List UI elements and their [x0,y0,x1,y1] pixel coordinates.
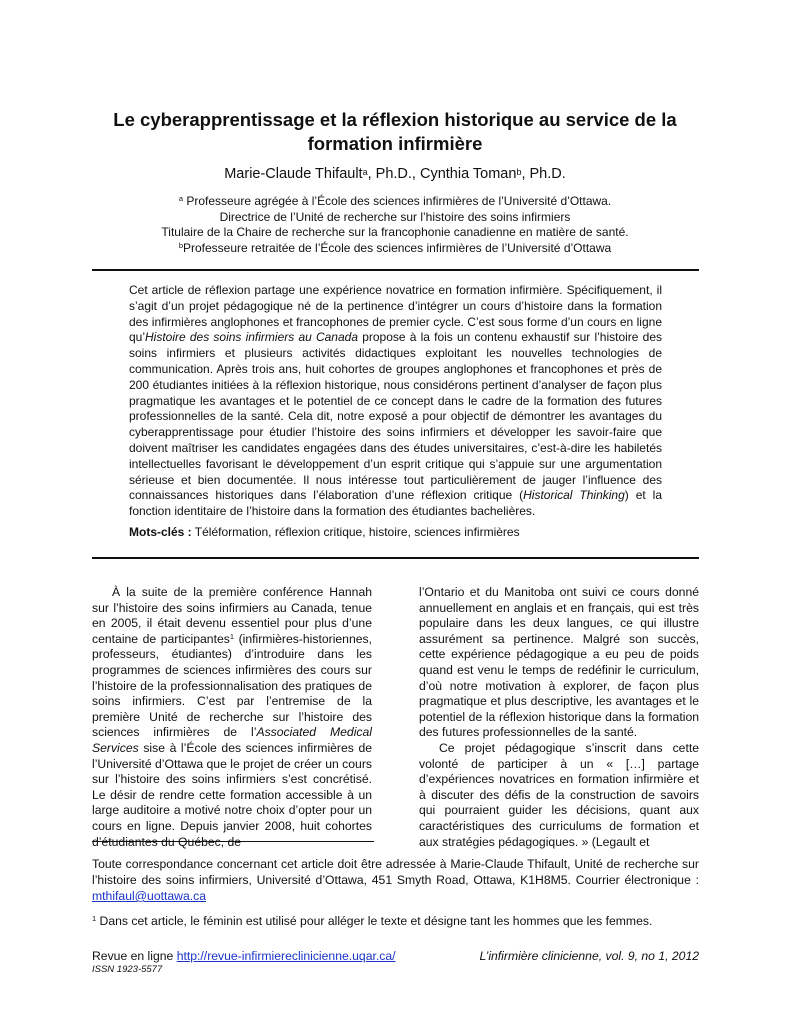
abstract-part-2: propose à la fois un contenu exhaustif sur l’histoire des soins infirmiers et plusieurs activités didactiques exploitant les nouvelles technologies de communication. Après trois ans, huit cohortes de groupes anglophones et francophones et près de 200 étudiantes initiées à la réflexion historique, nous considérons pertinent d’analyser de façon plus pragmatique les avantages et le potentiel de ce concept dans le cadre de la formation des futures professionnelles de la santé. Cela dit, notre exposé a pour objectif de démontrer les avantages du cyberapprentissage pour étudier l’histoire des soins infirmiers et développer les savoir-faire que doivent maîtriser les candidates engagées dans des études universitaires, c’est-à-dire les habiletés intellectuelles favorisant le développement d’un esprit critique qui s’appuie sur une argumentation sérieuse et bien documentée. Il nous intéresse tout particulièrement de jauger l’influence des connaissances historiques dans l’élaboration d’une réflexion critique ( [129,330,662,503]
footer-journal-citation: L’infirmière clinicienne, vol. 9, no 1, 2012 [479,949,699,963]
body-paragraph [92,585,372,850]
body-column-left [92,585,372,850]
abstract-part-3: ) et la fonction identitaire de l’histoire dans la formation des étudiantes bachelières. [129,488,662,519]
abstract-historical-thinking: Historical Thinking [523,488,625,503]
affiliation-a-line-3: Titulaire de la Chaire de recherche sur la francophonie canadienne en matière de santé. [161,225,629,239]
author-toman-affil-marker: b [516,167,522,177]
affiliation-b-marker: b [178,240,183,250]
title-line-2: formation infirmière [307,133,483,154]
correspondence-text: Toute correspondance concernant cet article doit être adressée à Marie-Claude Thifault, Unité de recherche sur l’histoire des soins infirmiers, Université d’Ottawa, 451 Smyth Road, Ottawa, K1H8M5. Courrier électronique : [92,857,699,887]
footnote-ref-1[interactable]: 1 [229,631,235,641]
affiliation-b-line-1 [95,241,695,257]
keywords-label: Mots-clés : [129,525,192,539]
abstract-bottom-divider [92,557,699,559]
author-toman: Cynthia Toman [419,166,517,182]
body-left-part-2: (infirmières-historiennes, professeurs, étudiantes) d’introduire dans les programmes de sciences infirmières des cours sur l’histoire de la professionnalisation des pratiques de soins infirmiers. C’est par l’entremise de la première Unité de recherche sur l’histoire des sciences infirmières de l’ [92,631,372,740]
author-toman-degree: , Ph.D. [521,166,566,182]
footer-journal-link [92,949,396,964]
footnote-1-text: Dans cet article, le féminin est utilisé pour alléger le texte et désigne tant les hommes que les femmes. [96,914,653,928]
footnote-1 [92,913,699,929]
author-list [95,164,695,184]
body-left-italic: Associated Medical Services [92,725,372,755]
footer-issn: ISSN 1923-5577 [92,964,163,975]
abstract [129,283,662,520]
affiliation-a-marker: a [178,194,183,203]
affiliation-a-text: Professeure agrégée à l’École des sciences infirmières de l’Université d’Ottawa. [182,194,612,208]
body-right-paragraph-1: l’Ontario et du Manitoba ont suivi ce cours donné annuellement en anglais et en français, qui est très populaire dans les deux langues, ce qui illustre assurément sa pertinence. Malgré son succès, cette expérience pédagogique a eu peu de poids quand est venu le temps de redéfinir le curriculum, d’où notre motivation à explorer, de façon plus pragmatique et plus descriptive, les avantages et le potentiel de la réflexion historique dans la formation des futures professionnelles de la santé. [419,585,699,740]
footnote-divider [92,841,374,842]
article-title [95,108,695,156]
keywords-text: Téléformation, réflexion critique, histoire, sciences infirmières [191,525,520,539]
affiliation-b-text: Professeure retraitée de l’École des sciences infirmières de l’Université d’Ottawa [182,240,612,255]
affiliation-a-line-2: Directrice de l’Unité de recherche sur l’histoire des soins infirmiers [219,209,571,224]
author-thifault-degree: , Ph.D., [367,166,420,182]
abstract-course-title: Histoire des soins infirmiers au Canada [145,330,359,345]
body-right-paragraph-2: Ce projet pédagogique s’inscrit dans cette volonté de participer à un « […] partage d’expériences novatrices en formation infirmière et à discuter des défis de la construction de savoirs qui pourraient guider les décisions, quant aux caractéristiques des curriculums de formation et aux stratégies pédagogiques. » (Legault et [419,740,699,849]
author-thifault-affil-marker: a [362,167,368,177]
body-column-right [419,585,699,850]
journal-url-link[interactable]: http://revue-infirmiereclinicienne.uqar.ca/ [176,949,396,963]
footer-label: Revue en ligne [92,949,177,963]
keywords [129,524,662,540]
correspondence-email-link[interactable]: mthifaul@uottawa.ca [92,889,206,903]
correspondence-note [92,856,699,904]
affiliations [95,194,695,256]
author-thifault: Marie-Claude Thifault [224,166,363,182]
body-left-part-1: À la suite de la première conférence Hannah sur l’histoire des soins infirmiers au Canada, tenue en 2005, il était devenu essentiel pour plus d’une centaine de participantes [92,585,372,646]
footnote-1-number: 1 [92,914,97,923]
affiliation-a-line-1 [95,194,695,210]
abstract-top-divider [92,269,699,271]
body-left-part-3: sise à l’École des sciences infirmières de l’Université d’Ottawa que le projet de créer un cours sur l’histoire des soins infirmiers s’est concrétisé. Le désir de rendre cette formation accessible à un large auditoire a motivé notre choix d’opter pour un cours en ligne. Depuis janvier 2008, huit cohortes d’étudiantes du Québec, de [92,740,372,849]
title-line-1: Le cyberapprentissage et la réflexion historique au service de la [113,109,677,130]
abstract-part-1: Cet article de réflexion partage une expérience novatrice en formation infirmière. Spécifiquement, il s’agit d’un projet pédagogique né de la pertinence d’intégrer un cours d’histoire dans la formation des infirmières anglophones et francophones de premier cycle. C’est sous forme d’un cours en ligne qu’ [129,283,662,345]
